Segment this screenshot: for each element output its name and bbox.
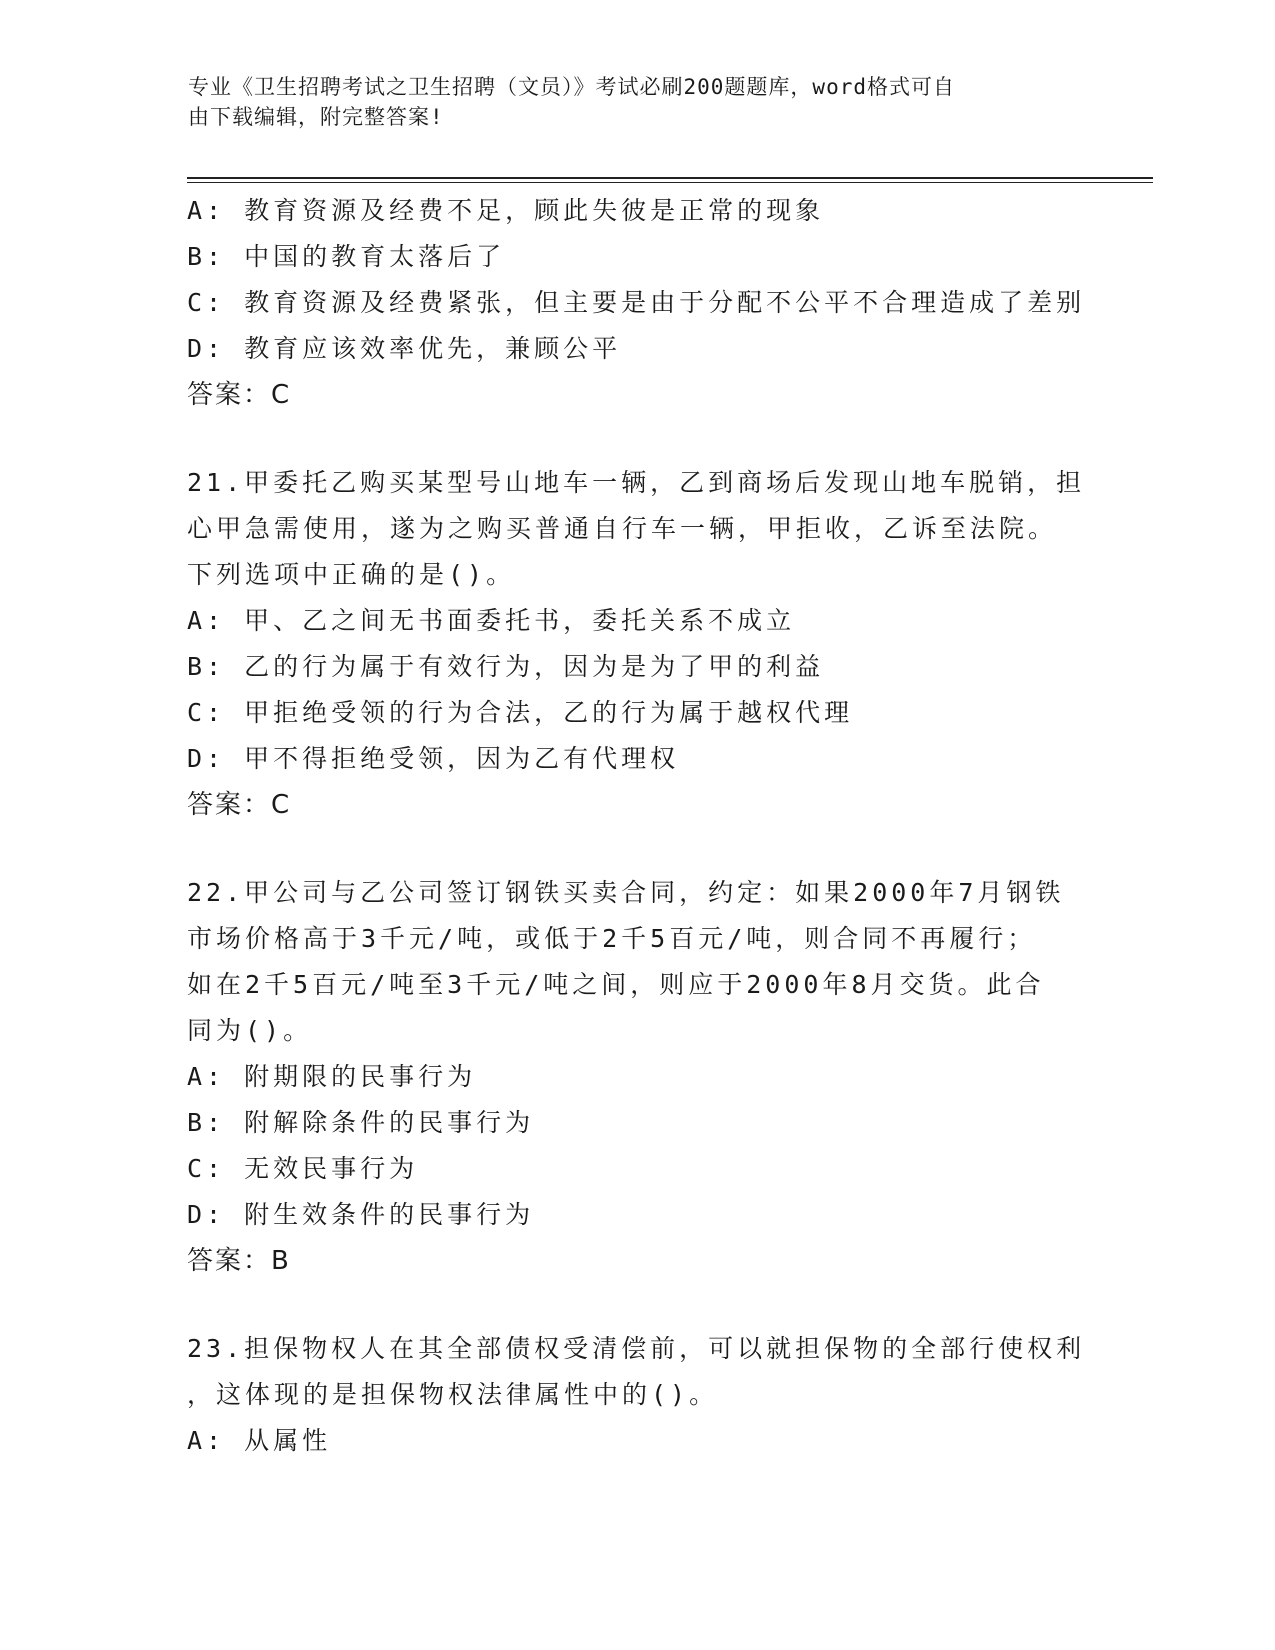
question-stem-line: 下列选项中正确的是()。 (187, 560, 516, 589)
option-c: C: 教育资源及经费紧张，但主要是由于分配不公平不合理造成了差别 (187, 288, 1086, 317)
question-block-20 (187, 188, 1087, 418)
answer-line: 答案：B (187, 1246, 291, 1276)
question-stem-line: 23.担保物权人在其全部债权受清偿前，可以就担保物的全部行使权利 (187, 1334, 1086, 1363)
option-a: A: 教育资源及经费不足，顾此失彼是正常的现象 (187, 196, 825, 225)
option-a: A: 甲、乙之间无书面委托书，委托关系不成立 (187, 606, 796, 635)
header-line-2: 由下载编辑，附完整答案! (188, 105, 444, 129)
option-a: A: 附期限的民事行为 (187, 1062, 477, 1091)
option-d: D: 附生效条件的民事行为 (187, 1200, 535, 1229)
question-stem-line: 22.甲公司与乙公司签订钢铁买卖合同，约定：如果2000年7月钢铁 (187, 878, 1065, 907)
header-rule-thick (187, 177, 1153, 179)
option-b: B: 乙的行为属于有效行为，因为是为了甲的利益 (187, 652, 825, 681)
option-b: B: 附解除条件的民事行为 (187, 1108, 535, 1137)
option-a: A: 从属性 (187, 1426, 332, 1455)
document-header (188, 72, 1068, 132)
question-stem-line: 心甲急需使用，遂为之购买普通自行车一辆，甲拒收，乙诉至法院。 (187, 514, 1058, 543)
question-block-21 (187, 460, 1087, 828)
question-stem-line: 21.甲委托乙购买某型号山地车一辆，乙到商场后发现山地车脱销，担 (187, 468, 1086, 497)
option-b: B: 中国的教育太落后了 (187, 242, 506, 271)
question-block-23 (187, 1326, 1087, 1464)
question-stem-line: ，这体现的是担保物权法律属性中的()。 (187, 1380, 719, 1409)
option-d: D: 教育应该效率优先，兼顾公平 (187, 334, 622, 363)
answer-line: 答案：C (187, 790, 292, 820)
option-d: D: 甲不得拒绝受领，因为乙有代理权 (187, 744, 680, 773)
question-stem-line: 市场价格高于3千元/吨，或低于2千5百元/吨，则合同不再履行； (187, 924, 1037, 953)
option-c: C: 无效民事行为 (187, 1154, 419, 1183)
header-rule-thin (187, 182, 1153, 183)
answer-line: 答案：C (187, 380, 292, 410)
question-list (187, 188, 1087, 1464)
question-stem-line: 如在2千5百元/吨至3千元/吨之间，则应于2000年8月交货。此合 (187, 970, 1045, 999)
question-block-22 (187, 870, 1087, 1284)
header-line-1: 专业《卫生招聘考试之卫生招聘（文员）》考试必刷200题题库，word格式可自 (188, 75, 955, 99)
option-c: C: 甲拒绝受领的行为合法，乙的行为属于越权代理 (187, 698, 854, 727)
question-stem-line: 同为()。 (187, 1016, 313, 1045)
